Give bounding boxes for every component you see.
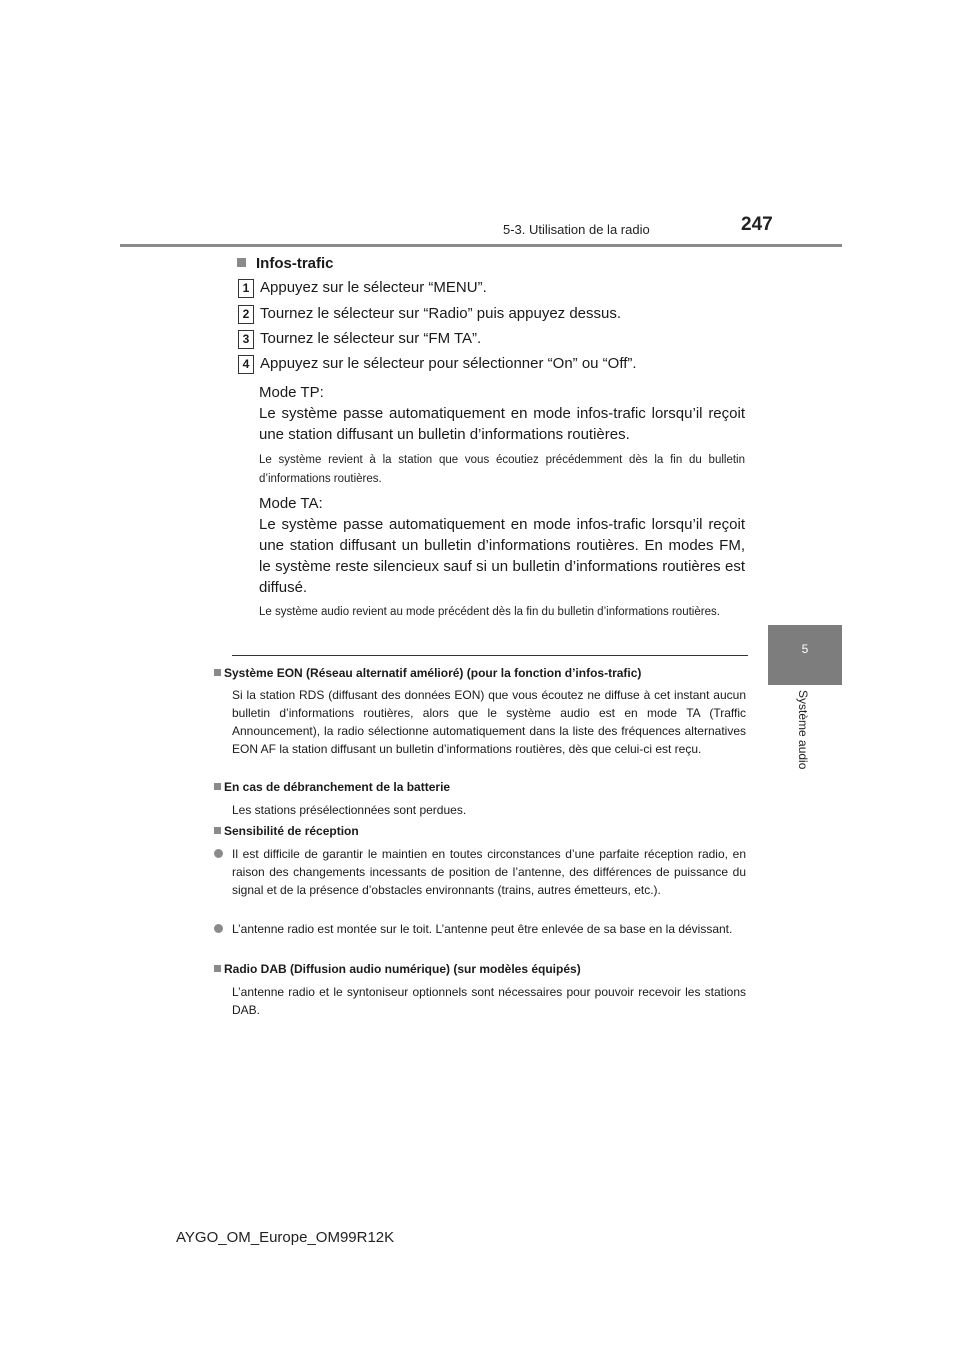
chapter-tab-label: Système audio [796,690,810,770]
step-number-badge: 2 [238,305,254,324]
footer-document-id: AYGO_OM_Europe_OM99R12K [176,1229,395,1246]
eon-heading [214,666,641,680]
reception-heading-text: Sensibilité de réception [224,824,359,838]
tp-mode-note: Le système revient à la station que vous écoutiez précédemment dès la fin du bulletin d’informations routières. [259,454,745,485]
reception-item-text: L’antenne radio est montée sur le toit. L’antenne peut être enlevée de sa base en la dévissant. [232,922,733,936]
section-heading [237,255,334,272]
tp-mode-title: Mode TP: [259,384,324,401]
page-number: 247 [741,214,773,235]
battery-text: Les stations présélectionnées sont perdues. [232,803,467,817]
square-bullet-icon [237,258,246,267]
step-text: Appuyez sur le sélecteur pour sélectionner “On” ou “Off”. [260,355,637,372]
step-text: Appuyez sur le sélecteur “MENU”. [260,279,487,296]
circle-bullet-icon [214,849,223,858]
circle-bullet-icon [214,924,223,933]
step-text: Tournez le sélecteur sur “FM TA”. [260,330,482,347]
dab-heading-text: Radio DAB (Diffusion audio numérique) (sur modèles équipés) [224,962,581,976]
header-rule [120,244,842,247]
step-number-badge: 1 [238,279,254,298]
header-section-title: 5-3. Utilisation de la radio [503,222,650,237]
dab-heading [214,962,581,976]
step-number-badge: 4 [238,355,254,374]
section-heading-text: Infos-trafic [256,255,334,272]
ta-mode-title: Mode TA: [259,495,323,512]
square-bullet-icon [214,669,221,676]
dab-text: L’antenne radio et le syntoniseur optionnels sont nécessaires pour pouvoir recevoir les stations DAB. [232,985,746,1017]
battery-heading-text: En cas de débranchement de la batterie [224,780,451,794]
eon-heading-text: Système EON (Réseau alternatif amélioré) (pour la fonction d’infos-trafic) [224,666,642,680]
tp-mode-text: Le système passe automatiquement en mode infos-trafic lorsqu’il reçoit une station diffusant un bulletin d’informations routières. [259,405,745,443]
ta-mode-text: Le système passe automatiquement en mode infos-trafic lorsqu’il reçoit une station diffusant un bulletin d’informations routières. En modes FM, le système reste silencieux sauf si un bulletin d’informations routières est diffusé. [259,516,745,596]
square-bullet-icon [214,965,221,972]
step-number-badge: 3 [238,330,254,349]
reception-item-text: Il est difficile de garantir le maintien en toutes circonstances d’une parfaite réception radio, en raison des changements incessants de position de l’antenne, des différences de puissance du signal et de la présence d’obstacles environnants (trains, autres émetteurs, etc.). [232,847,746,897]
square-bullet-icon [214,783,221,790]
eon-text: Si la station RDS (diffusant des données EON) que vous écoutez ne diffuse à cet instant aucun bulletin d’informations routières, alors que le système audio est en mode TA (Traffic Announcement), la radio sélectionne automatiquement dans la liste des fréquences alternatives EON AF la station diffusant un bulletin d’informations routières, dès que celui-ci est reçu. [232,688,746,756]
ta-mode-note: Le système audio revient au mode précédent dès la fin du bulletin d’informations routières. [259,606,720,618]
step-text: Tournez le sélecteur sur “Radio” puis appuyez dessus. [260,305,622,322]
battery-heading [214,780,450,794]
square-bullet-icon [214,827,221,834]
chapter-tab-number: 5 [801,642,809,656]
reception-heading [214,824,359,838]
section-divider [232,655,748,656]
